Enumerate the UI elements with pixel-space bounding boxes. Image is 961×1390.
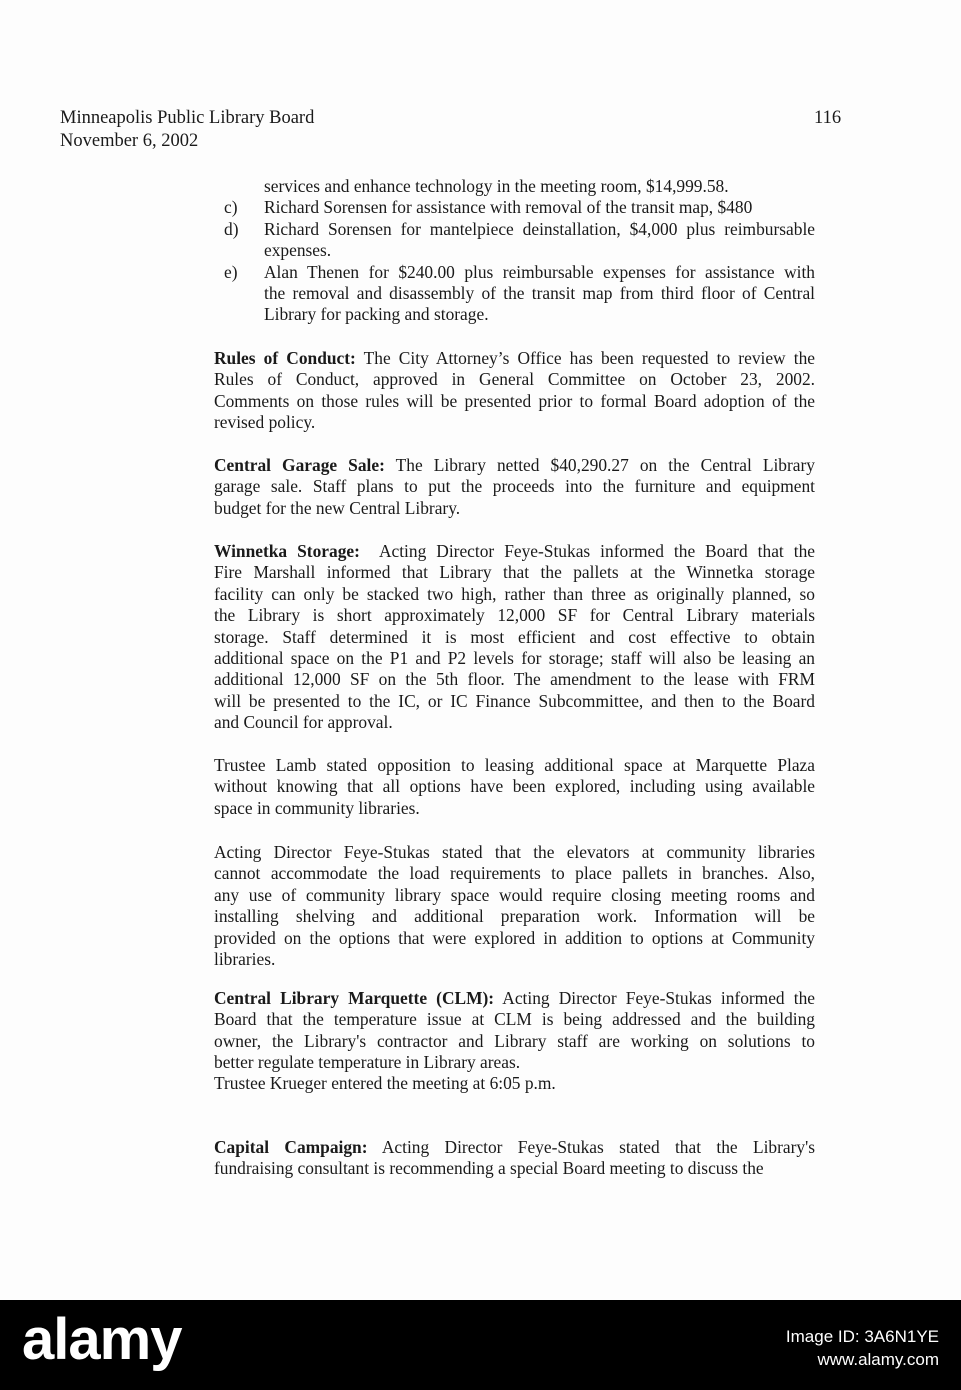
- text-line: will be presented to the IC, or IC Finance Subcommittee, and then to the Board: [214, 690, 815, 711]
- paragraph-heading: Capital Campaign:: [214, 1137, 368, 1157]
- text-line: space in community libraries.: [214, 797, 420, 818]
- list-item: [214, 262, 815, 326]
- text-line: services and enhance technology in the meeting room, $14,999.58.: [264, 176, 729, 196]
- text-line: [214, 1137, 815, 1158]
- paragraph-heading: Winnetka Storage:: [214, 541, 360, 561]
- payment-list: [214, 176, 815, 326]
- text-line: without knowing that all options have been explored, including using available: [214, 776, 815, 797]
- paragraph-heading: Rules of Conduct:: [214, 348, 356, 368]
- text-line: Comments on those rules will be presented prior to formal Board adoption of the: [214, 390, 815, 411]
- text-line: libraries.: [214, 949, 276, 970]
- alamy-logo: alamy: [22, 1307, 182, 1372]
- list-label: d): [224, 218, 239, 239]
- header-org: Minneapolis Public Library Board: [60, 108, 315, 128]
- text-line: Acting Director Feye-Stukas stated that the elevators at community libraries: [214, 842, 815, 862]
- page-number: 116: [814, 108, 842, 128]
- paragraph-text: The Library netted $40,290.27 on the Central Library: [384, 455, 815, 475]
- text-line: provided on the options that were explored in addition to options at Community: [214, 927, 815, 948]
- text-line: [214, 348, 815, 369]
- text-line: Board that the temperature issue at CLM is being addressed and the building: [214, 1009, 815, 1030]
- text-line: the Library is short approximately 12,000 SF for Central Library materials: [214, 605, 815, 626]
- paragraph: [214, 348, 815, 434]
- text-line: and Council for approval.: [214, 712, 393, 733]
- paragraph-text: Acting Director Feye-Stukas informed the: [494, 988, 815, 1008]
- list-item: [214, 197, 815, 218]
- text-line: Richard Sorensen for mantelpiece deinstallation, $4,000 plus reimbursable: [264, 218, 815, 239]
- text-line: Trustee Lamb stated opposition to leasing additional space at Marquette Plaza: [214, 755, 815, 775]
- text-line: Trustee Krueger entered the meeting at 6:05 p.m.: [214, 1073, 556, 1093]
- image-id: Image ID: 3A6N1YE: [785, 1327, 939, 1346]
- text-line: Library for packing and storage.: [264, 304, 489, 325]
- watermark-footer: [0, 1300, 961, 1390]
- paragraph-text: Acting Director Feye-Stukas informed the Board that the: [359, 541, 815, 561]
- text-line: revised policy.: [214, 412, 316, 433]
- paragraph: [214, 455, 815, 519]
- paragraph-text: The City Attorney’s Office has been requested to review the: [355, 348, 815, 368]
- text-line: Fire Marshall informed that Library that the pallets at the Winnetka storage: [214, 562, 815, 583]
- paragraph: [214, 988, 815, 1074]
- paragraph: [214, 541, 815, 734]
- text-line: [214, 455, 815, 476]
- text-line: expenses.: [264, 240, 332, 261]
- paragraph: [214, 842, 815, 970]
- text-line: additional 12,000 SF on the 5th floor. The amendment to the lease with FRM: [214, 669, 815, 690]
- list-item: [214, 219, 815, 262]
- list-label: e): [224, 261, 238, 282]
- text-line: better regulate temperature in Library areas.: [214, 1052, 521, 1073]
- text-line: Rules of Conduct, approved in General Committee on October 23, 2002.: [214, 369, 815, 390]
- text-line: fundraising consultant is recommending a special Board meeting to discuss the: [214, 1158, 764, 1179]
- text-line: installing shelving and additional preparation work. Information will be: [214, 906, 815, 927]
- text-line: [214, 541, 815, 562]
- list-item: [214, 176, 815, 197]
- text-line: [214, 988, 815, 1009]
- paragraph: [214, 1073, 815, 1094]
- paragraph-text: Acting Director Feye-Stukas stated that the Library's: [367, 1137, 815, 1157]
- text-line: garage sale. Staff plans to put the proceeds into the furniture and equipment: [214, 476, 815, 497]
- text-line: any use of community library space would require closing meeting rooms and: [214, 884, 815, 905]
- paragraph-heading: Central Garage Sale:: [214, 455, 385, 475]
- site-url: www.alamy.com: [817, 1350, 939, 1369]
- text-line: cannot accommodate the load requirements to place pallets in branches. Also,: [214, 863, 815, 884]
- text-line: Richard Sorensen for assistance with removal of the transit map, $480: [264, 197, 753, 218]
- list-label: c): [224, 197, 238, 218]
- paragraph: [214, 755, 815, 819]
- text-line: facility can only be stacked two high, rather than three as originally planned, so: [214, 583, 815, 604]
- text-line: the removal and disassembly of the transit map from third floor of Central: [264, 283, 815, 304]
- paragraph: [214, 1137, 815, 1180]
- text-line: budget for the new Central Library.: [214, 497, 461, 518]
- text-line: storage. Staff determined it is most efficient and cost effective to obtain: [214, 626, 815, 647]
- text-line: owner, the Library's contractor and Library staff are working on solutions to: [214, 1030, 815, 1051]
- text-line: additional space on the P1 and P2 levels for storage; staff will also be leasing an: [214, 648, 815, 669]
- paragraph-heading: Central Library Marquette (CLM):: [214, 988, 495, 1008]
- header-date: November 6, 2002: [60, 131, 199, 151]
- text-line: Alan Thenen for $240.00 plus reimbursable expenses for assistance with: [264, 261, 815, 282]
